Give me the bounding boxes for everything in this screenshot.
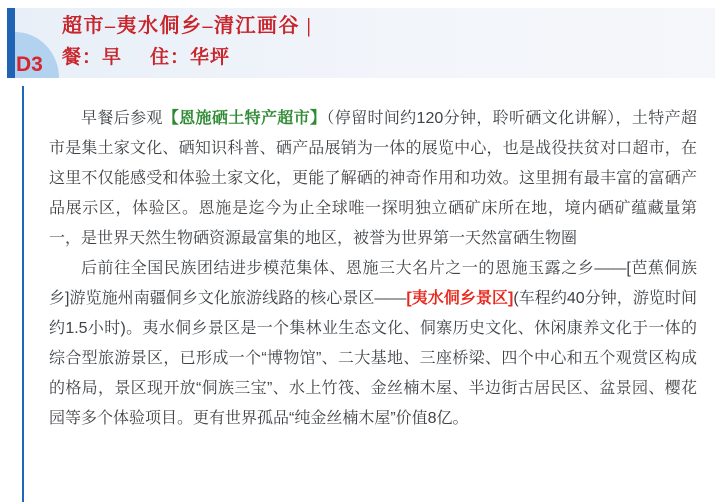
paragraph2-lead: 后前往全国民族团结进步模范集体、恩施三大名片之一的恩施玉露之乡——[芭蕉侗族乡]游览施州南疆侗乡文化旅游线路的核心景区—— xyxy=(49,260,697,307)
paragraph-supermarket xyxy=(49,104,697,254)
meal-stay-line xyxy=(62,47,312,69)
header-title-block xyxy=(62,14,312,69)
paragraph-scenic-area xyxy=(49,254,697,434)
meal-info: 餐：早 xyxy=(62,47,123,68)
itinerary-text xyxy=(49,104,697,434)
stay-info: 住：华坪 xyxy=(150,47,231,68)
paragraph1-lead: 早餐后参观 xyxy=(81,110,163,127)
trip-route-title: 超市–夷水侗乡–清江画谷 | xyxy=(62,15,313,37)
header-accent-bar xyxy=(7,8,15,78)
supermarket-highlight: 【恩施硒土特产超市】 xyxy=(162,110,327,127)
scenic-area-highlight: [夷水侗乡景区] xyxy=(406,290,514,307)
paragraph2-rest: (车程约40分钟，游览时间约1.5小时)。夷水侗乡景区是一个集林业生态文化、侗寨历史文化、休闲康养文化于一体的综合型旅游景区，已形成一个“博物馆”、二大基地、三座桥梁、四个中心和五个观赏区构成的格局，景区现开放“侗族三宝”、水上竹筏、金丝楠木屋、半边街古居民区、盆景园、樱花园等多个体验项目。更有世界孤品“纯金丝楠木屋”价值8亿。 xyxy=(49,290,697,427)
day-label: D3 xyxy=(16,53,43,76)
itinerary-day-header xyxy=(7,8,715,78)
paragraph1-rest: （停留时间约120分钟，聆听硒文化讲解），土特产超市是集土家文化、硒知识科普、硒产品展销为一体的展览中心，也是战役扶贫对口超市，在这里不仅能感受和体验土家文化，更能了解硒的神奇作用和功效。这里拥有最丰富的富硒产品展示区，体验区。恩施是迄今为止全球唯一探明独立硒矿床所在地，境内硒矿蕴藏量第一，是世界天然生物硒资源最富集的地区，被誉为世界第一天然富硒生物圈 xyxy=(49,110,697,247)
content-left-border xyxy=(22,86,24,502)
